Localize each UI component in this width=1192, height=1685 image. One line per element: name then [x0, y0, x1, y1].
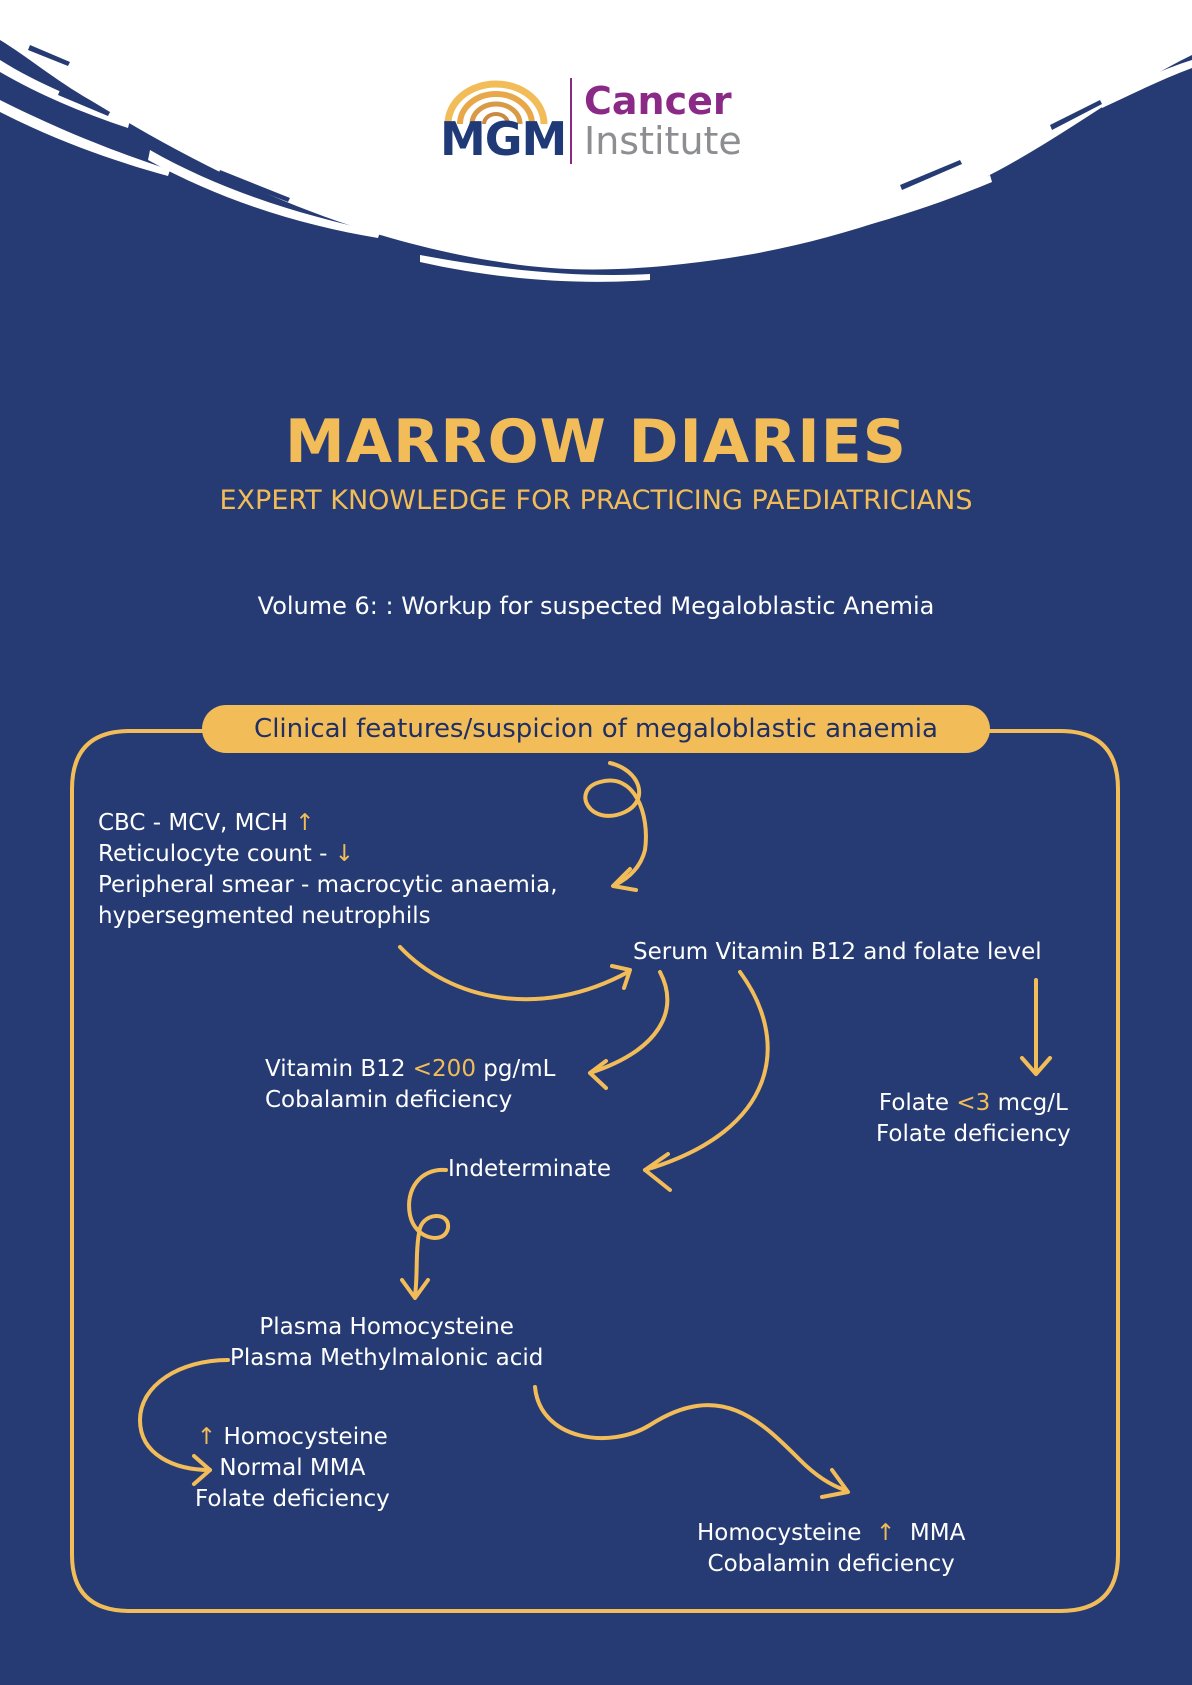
arrow-head-b12 [590, 1061, 606, 1088]
arrow-head-indeterminate [645, 1154, 670, 1190]
right-result-node: Homocysteine ↑ MMA Cobalamin deficiency [697, 1520, 966, 1577]
cbc-line-1: CBC - MCV, MCH ↑ [98, 810, 315, 836]
arrow-cbc-to-serum [400, 947, 628, 999]
logo-cancer-text: Cancer [584, 79, 732, 123]
arrow-serum-to-b12 [590, 972, 667, 1073]
arrow-plasma-to-right-result [535, 1387, 845, 1490]
b12-result: Cobalamin deficiency [265, 1087, 513, 1113]
up-arrow-icon: ↑ [295, 810, 315, 836]
left-result-node: ↑ Homocysteine Normal MMA Folate deficiency [195, 1424, 390, 1512]
b12-node: Vitamin B12 <200 pg/mL Cobalamin deficiency [265, 1054, 555, 1116]
arrow-serum-to-indeterminate [645, 972, 768, 1170]
up-arrow-icon: ↑ [876, 1520, 896, 1546]
loop-arrow-header-to-cbc [585, 763, 646, 885]
down-arrow-icon: ↓ [334, 841, 355, 867]
cbc-line-4: hypersegmented neutrophils [98, 903, 431, 929]
volume-heading: Volume 6: : Workup for suspected Megaloblastic Anemia [257, 592, 935, 620]
cbc-line-3: Peripheral smear - macrocytic anaemia, [98, 872, 558, 898]
arrow-head-right-result [822, 1470, 848, 1497]
folate-result: Folate deficiency [876, 1121, 1071, 1147]
cbc-line-2: Reticulocyte count - ↓ [98, 841, 355, 867]
loop-arrow-indeterminate-to-plasma [409, 1170, 448, 1295]
logo-mgm-text: MGM [440, 112, 567, 166]
logo-institute-text: Institute [584, 119, 742, 163]
folate-threshold: <3 [956, 1090, 991, 1116]
indeterminate-node: Indeterminate [448, 1156, 611, 1182]
cbc-block [98, 808, 558, 932]
page-subtitle: EXPERT KNOWLEDGE FOR PRACTICING PAEDIATRICIANS [219, 485, 973, 516]
plasma-node: Plasma Homocysteine Plasma Methylmalonic acid [230, 1314, 544, 1371]
flowchart-header: Clinical features/suspicion of megaloblastic anaemia [202, 705, 990, 753]
page-title: MARROW DIARIES [285, 407, 907, 477]
b12-threshold: <200 [412, 1056, 476, 1082]
serum-level-node: Serum Vitamin B12 and folate level [633, 939, 1042, 965]
up-arrow-icon: ↑ [196, 1424, 217, 1450]
folate-node: Folate <3 mcg/L Folate deficiency [876, 1088, 1071, 1150]
